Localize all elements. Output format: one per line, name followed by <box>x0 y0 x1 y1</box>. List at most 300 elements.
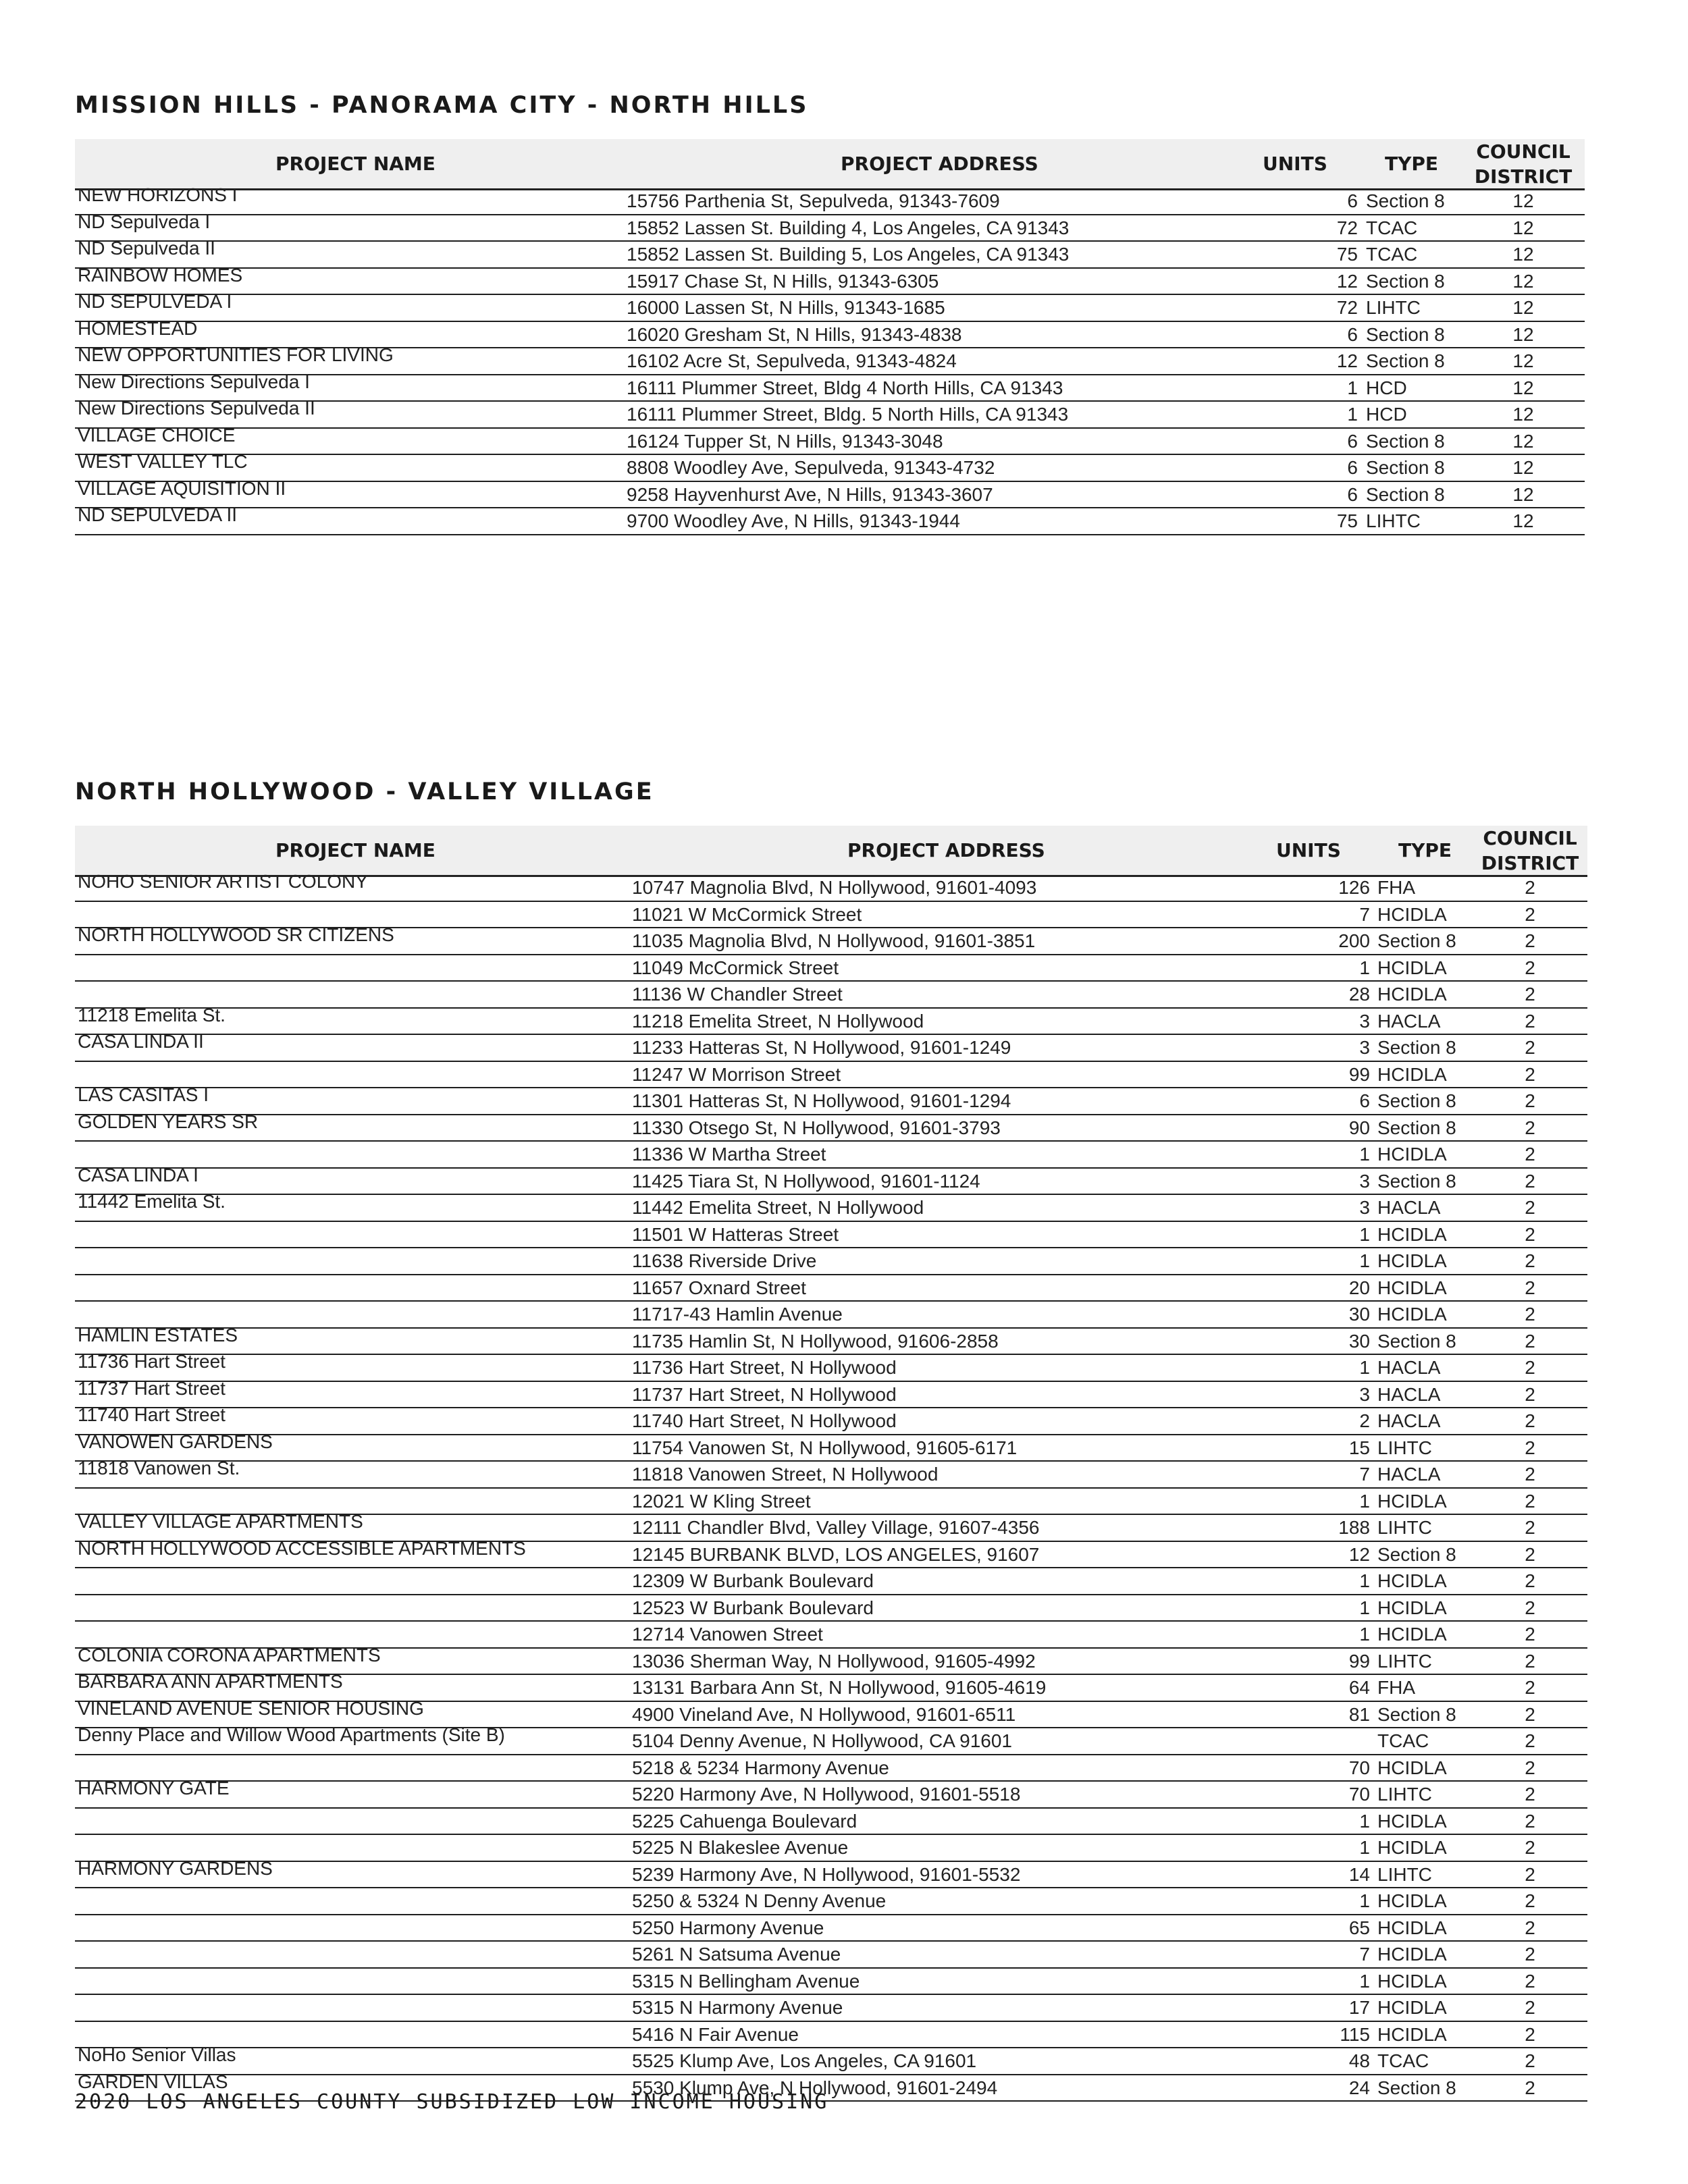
units-cell: 3 <box>1359 1197 1370 1218</box>
units-cell: 6 <box>1347 323 1358 345</box>
council-district-cell: 12 <box>1512 404 1534 425</box>
project-address-cell: 11657 Oxnard Street <box>632 1277 806 1298</box>
project-address-cell: 16111 Plummer Street, Bldg 4 North Hills, CA 91343 <box>627 377 1063 398</box>
project-name-cell: 11218 Emelita St. <box>78 1004 226 1026</box>
type-cell: Section 8 <box>1377 1703 1456 1725</box>
table-row <box>75 1377 1587 1409</box>
type-cell: TCAC <box>1366 217 1418 238</box>
council-district-cell: 2 <box>1525 1383 1535 1405</box>
units-cell: 3 <box>1359 1170 1370 1192</box>
units-cell: 200 <box>1338 930 1370 951</box>
type-cell: HCIDLA <box>1377 1144 1447 1165</box>
council-district-cell: 2 <box>1525 1703 1535 1725</box>
table-row <box>75 1275 1587 1302</box>
units-cell: 7 <box>1359 1944 1370 1965</box>
units-cell: 75 <box>1336 244 1358 265</box>
council-district-cell: 2 <box>1525 1517 1535 1538</box>
type-cell: Section 8 <box>1377 1170 1456 1192</box>
project-name-cell: ND Sepulveda I <box>78 211 211 232</box>
table-row <box>75 871 1587 902</box>
council-district-cell: 2 <box>1525 1917 1535 1938</box>
project-address-cell: 11442 Emelita Street, N Hollywood <box>632 1197 924 1218</box>
type-cell: HCIDLA <box>1377 1597 1447 1618</box>
project-address-cell: 16102 Acre St, Sepulveda, 91343-4824 <box>627 350 957 371</box>
council-district-cell: 2 <box>1525 1330 1535 1352</box>
units-cell: 99 <box>1348 1063 1370 1085</box>
type-cell: HCIDLA <box>1377 1624 1447 1645</box>
project-address-cell: 11737 Hart Street, N Hollywood <box>632 1383 897 1405</box>
council-district-cell: 2 <box>1525 1970 1535 1992</box>
project-name-cell: VANOWEN GARDENS <box>78 1431 273 1452</box>
council-district-cell: 2 <box>1525 1250 1535 1271</box>
council-district-cell: 2 <box>1525 1997 1535 2018</box>
table-row <box>75 1431 1587 1462</box>
project-address-cell: 13131 Barbara Ann St, N Hollywood, 91605-4619 <box>632 1677 1047 1698</box>
project-name-cell: 11818 Vanowen St. <box>78 1458 240 1479</box>
table-row <box>75 1191 1587 1222</box>
council-district-cell: 12 <box>1512 270 1534 292</box>
project-name-cell: ND Sepulveda II <box>78 238 215 259</box>
units-cell: 6 <box>1347 483 1358 505</box>
units-cell: 72 <box>1336 297 1358 318</box>
table-row <box>75 1915 1587 1942</box>
project-name-cell: VINELAND AVENUE SENIOR HOUSING <box>78 1697 424 1719</box>
council-district-cell: 2 <box>1525 903 1535 925</box>
project-name-cell: New Directions Sepulveda I <box>78 371 310 392</box>
units-cell: 1 <box>1347 404 1358 425</box>
project-address-cell: 15852 Lassen St. Building 5, Los Angeles, CA 91343 <box>627 244 1070 265</box>
project-address-cell: 5530 Klump Ave, N Hollywood, 91601-2494 <box>632 2077 998 2098</box>
project-address-cell: 11233 Hatteras St, N Hollywood, 91601-1249 <box>632 1037 1011 1058</box>
type-cell: HCIDLA <box>1377 1570 1447 1591</box>
type-cell: FHA <box>1377 1677 1415 1698</box>
project-address-cell: 16000 Lassen St, N Hills, 91343-1685 <box>627 297 945 318</box>
type-cell: LIHTC <box>1377 1863 1432 1885</box>
project-address-cell: 4900 Vineland Ave, N Hollywood, 91601-6511 <box>632 1703 1016 1725</box>
type-cell: HCIDLA <box>1377 1250 1447 1271</box>
units-cell: 64 <box>1348 1677 1370 1698</box>
council-district-cell: 2 <box>1525 1784 1535 1805</box>
units-cell: 1 <box>1359 1223 1370 1245</box>
project-name-cell: WEST VALLEY TLC <box>78 451 248 472</box>
project-address-cell: 5250 Harmony Avenue <box>632 1917 824 1938</box>
project-address-cell: 15917 Chase St, N Hills, 91343-6305 <box>627 270 939 292</box>
units-cell: 6 <box>1347 457 1358 478</box>
table-row <box>75 1404 1587 1435</box>
project-name-cell: NOHO SENIOR ARTIST COLONY <box>78 871 368 892</box>
type-cell: Section 8 <box>1366 430 1445 452</box>
table-row <box>75 1248 1587 1275</box>
units-cell: 3 <box>1359 1383 1370 1405</box>
table-row <box>75 1809 1587 1836</box>
project-address-cell: 5416 N Fair Avenue <box>632 2023 799 2045</box>
project-address-cell: 11818 Vanowen Street, N Hollywood <box>632 1464 939 1485</box>
units-cell: 72 <box>1336 217 1358 238</box>
project-name-cell: NEW OPPORTUNITIES FOR LIVING <box>78 344 394 365</box>
type-cell: Section 8 <box>1377 1117 1456 1138</box>
header-units: UNITS <box>1276 839 1341 861</box>
type-cell: Section 8 <box>1377 930 1456 951</box>
type-cell: TCAC <box>1377 1730 1429 1751</box>
table-header <box>75 139 1585 190</box>
type-cell: LIHTC <box>1366 297 1421 318</box>
table-row <box>75 1302 1587 1329</box>
type-cell: HCIDLA <box>1377 1223 1447 1245</box>
header-type: TYPE <box>1385 153 1439 175</box>
units-cell: 1 <box>1359 1570 1370 1591</box>
council-district-cell: 2 <box>1525 1624 1535 1645</box>
type-cell: HACLA <box>1377 1010 1441 1032</box>
council-district-cell: 2 <box>1525 1543 1535 1565</box>
header-project-address: PROJECT ADDRESS <box>847 839 1045 861</box>
project-address-cell: 13036 Sherman Way, N Hollywood, 91605-4992 <box>632 1650 1036 1672</box>
table-row <box>75 924 1587 955</box>
header-type: TYPE <box>1398 839 1452 861</box>
council-district-cell: 12 <box>1512 377 1534 398</box>
type-cell: FHA <box>1377 877 1415 898</box>
project-name-cell: HARMONY GARDENS <box>78 1857 273 1879</box>
units-cell: 1 <box>1359 1970 1370 1992</box>
table-row <box>75 291 1585 322</box>
project-name-cell: ND SEPULVEDA I <box>78 291 232 312</box>
table-row <box>75 264 1585 296</box>
type-cell: Section 8 <box>1366 270 1445 292</box>
project-address-cell: 11218 Emelita Street, N Hollywood <box>632 1010 924 1032</box>
table-row <box>75 1351 1587 1382</box>
header-units: UNITS <box>1263 153 1327 175</box>
table-row <box>75 1537 1587 1569</box>
table-row <box>75 451 1585 482</box>
type-cell: HCIDLA <box>1377 903 1447 925</box>
council-district-cell: 2 <box>1525 1410 1535 1431</box>
project-address-cell: 12523 W Burbank Boulevard <box>632 1597 874 1618</box>
header-council-district <box>1473 826 1587 876</box>
council-district-cell: 12 <box>1512 244 1534 265</box>
table-row <box>75 1004 1587 1036</box>
units-cell: 126 <box>1338 877 1370 898</box>
units-cell: 6 <box>1359 1090 1370 1111</box>
council-district-cell: 12 <box>1512 190 1534 211</box>
type-cell: HCD <box>1366 377 1407 398</box>
project-address-cell: 12111 Chandler Blvd, Valley Village, 91607-4356 <box>632 1517 1040 1538</box>
table-row <box>75 955 1587 982</box>
type-cell: HACLA <box>1377 1357 1441 1378</box>
header-council-label: COUNCIL <box>1483 827 1577 849</box>
council-district-cell: 2 <box>1525 877 1535 898</box>
council-district-cell: 2 <box>1525 1650 1535 1672</box>
type-cell: Section 8 <box>1366 457 1445 478</box>
project-name-cell: BARBARA ANN APARTMENTS <box>78 1671 343 1692</box>
council-district-cell: 2 <box>1525 1570 1535 1591</box>
table-row <box>75 1724 1587 1755</box>
project-name-cell: LAS CASITAS I <box>78 1084 209 1105</box>
project-address-cell: 11501 W Hatteras Street <box>632 1223 839 1245</box>
type-cell: Section 8 <box>1366 323 1445 345</box>
council-district-cell: 2 <box>1525 1437 1535 1458</box>
project-name-cell: RAINBOW HOMES <box>78 264 243 286</box>
type-cell: HCIDLA <box>1377 984 1447 1005</box>
type-cell: TCAC <box>1377 2050 1429 2071</box>
project-address-cell: 11301 Hatteras St, N Hollywood, 91601-1294 <box>632 1090 1011 1111</box>
units-cell: 3 <box>1359 1010 1370 1032</box>
project-name-cell: GARDEN VILLAS <box>78 2071 228 2092</box>
council-district-cell: 2 <box>1525 1810 1535 1832</box>
units-cell: 7 <box>1359 903 1370 925</box>
table-row <box>75 1835 1587 1862</box>
council-district-cell: 2 <box>1525 1597 1535 1618</box>
council-district-cell: 2 <box>1525 957 1535 978</box>
project-name-cell: VILLAGE AQUISITION II <box>78 477 286 499</box>
table-row <box>75 1142 1587 1169</box>
type-cell: Section 8 <box>1377 1090 1456 1111</box>
table-row <box>75 982 1587 1009</box>
table-row <box>75 211 1585 242</box>
project-name-cell: NEW HORIZONS I <box>78 184 238 205</box>
project-name-cell: HARMONY GATE <box>78 1778 230 1799</box>
council-district-cell: 12 <box>1512 297 1534 318</box>
header-district-label: DISTRICT <box>1481 852 1579 874</box>
type-cell: HCIDLA <box>1377 1837 1447 1858</box>
type-cell: Section 8 <box>1366 483 1445 505</box>
units-cell: 17 <box>1348 1997 1370 2018</box>
table-body <box>75 871 1587 2102</box>
table-row <box>75 1031 1587 1062</box>
units-cell: 1 <box>1359 1597 1370 1618</box>
council-district-cell: 12 <box>1512 323 1534 345</box>
project-address-cell: 15852 Lassen St. Building 4, Los Angeles, CA 91343 <box>627 217 1070 238</box>
project-name-cell: VALLEY VILLAGE APARTMENTS <box>78 1511 363 1532</box>
type-cell: LIHTC <box>1377 1437 1432 1458</box>
units-cell: 12 <box>1336 270 1358 292</box>
project-address-cell: 11425 Tiara St, N Hollywood, 91601-1124 <box>632 1170 980 1192</box>
type-cell: HCIDLA <box>1377 1490 1447 1512</box>
council-district-cell: 2 <box>1525 984 1535 1005</box>
project-name-cell: NORTH HOLLYWOOD ACCESSIBLE APARTMENTS <box>78 1537 526 1559</box>
project-name-cell: NORTH HOLLYWOOD SR CITIZENS <box>78 924 394 945</box>
council-district-cell: 2 <box>1525 1037 1535 1058</box>
units-cell: 20 <box>1348 1277 1370 1298</box>
table-row <box>75 2022 1587 2049</box>
units-cell: 188 <box>1338 1517 1370 1538</box>
project-address-cell: 9700 Woodley Ave, N Hills, 91343-1944 <box>627 510 960 531</box>
table-row <box>75 1568 1587 1595</box>
units-cell: 115 <box>1340 2023 1370 2045</box>
project-name-cell: HOMESTEAD <box>78 317 198 339</box>
units-cell: 1 <box>1359 1144 1370 1165</box>
project-address-cell: 11021 W McCormick Street <box>632 903 862 925</box>
table-row <box>75 477 1585 509</box>
council-district-cell: 12 <box>1512 510 1534 531</box>
type-cell: Section 8 <box>1377 1037 1456 1058</box>
header-council-label: COUNCIL <box>1476 140 1571 163</box>
units-cell: 1 <box>1359 1837 1370 1858</box>
units-cell: 12 <box>1348 1543 1370 1565</box>
type-cell: Section 8 <box>1377 1330 1456 1352</box>
table-row <box>75 1458 1587 1489</box>
type-cell: LIHTC <box>1377 1784 1432 1805</box>
table-row <box>75 398 1585 429</box>
council-district-cell: 2 <box>1525 930 1535 951</box>
units-cell: 70 <box>1348 1757 1370 1778</box>
project-address-cell: 12714 Vanowen Street <box>632 1624 823 1645</box>
table-body <box>75 184 1585 535</box>
units-cell: 99 <box>1348 1650 1370 1672</box>
type-cell: Section 8 <box>1366 350 1445 371</box>
units-cell: 6 <box>1347 190 1358 211</box>
table-row <box>75 1969 1587 1996</box>
project-address-cell: 15756 Parthenia St, Sepulveda, 91343-7609 <box>627 190 1000 211</box>
project-name-cell: Denny Place and Willow Wood Apartments (Site B) <box>78 1724 505 1745</box>
type-cell: HACLA <box>1377 1383 1441 1405</box>
type-cell: HCIDLA <box>1377 1757 1447 1778</box>
section-title: MISSION HILLS - PANORAMA CITY - NORTH HILLS <box>75 92 809 119</box>
table-row <box>75 1857 1587 1889</box>
council-district-cell: 2 <box>1525 1223 1535 1245</box>
units-cell: 1 <box>1359 1890 1370 1911</box>
council-district-cell: 2 <box>1525 1677 1535 1698</box>
project-address-cell: 5239 Harmony Ave, N Hollywood, 91601-5532 <box>632 1863 1021 1885</box>
project-address-cell: 5525 Klump Ave, Los Angeles, CA 91601 <box>632 2050 977 2071</box>
units-cell: 1 <box>1359 1624 1370 1645</box>
units-cell: 15 <box>1348 1437 1370 1458</box>
council-district-cell: 2 <box>1525 1197 1535 1218</box>
project-address-cell: 12021 W Kling Street <box>632 1490 811 1512</box>
type-cell: LIHTC <box>1366 510 1421 531</box>
table-row <box>75 1084 1587 1115</box>
header-project-address: PROJECT ADDRESS <box>841 153 1038 175</box>
project-address-cell: 11754 Vanowen St, N Hollywood, 91605-6171 <box>632 1437 1018 1458</box>
council-district-cell: 2 <box>1525 1944 1535 1965</box>
project-name-cell: New Directions Sepulveda II <box>78 398 315 419</box>
council-district-cell: 12 <box>1512 217 1534 238</box>
table-row <box>75 1995 1587 2022</box>
project-address-cell: 5225 N Blakeslee Avenue <box>632 1837 849 1858</box>
type-cell: HCIDLA <box>1377 957 1447 978</box>
table-row <box>75 1062 1587 1089</box>
type-cell: HCD <box>1366 404 1407 425</box>
project-address-cell: 5261 N Satsuma Avenue <box>632 1944 841 1965</box>
type-cell: LIHTC <box>1377 1517 1432 1538</box>
type-cell: Section 8 <box>1377 2077 1456 2098</box>
units-cell: 30 <box>1348 1330 1370 1352</box>
table-row <box>75 238 1585 269</box>
project-address-cell: 5315 N Harmony Avenue <box>632 1997 843 2018</box>
type-cell: HACLA <box>1377 1197 1441 1218</box>
council-district-cell: 2 <box>1525 1090 1535 1111</box>
type-cell: TCAC <box>1366 244 1418 265</box>
council-district-cell: 2 <box>1525 1863 1535 1885</box>
council-district-cell: 2 <box>1525 2023 1535 2045</box>
type-cell: HCIDLA <box>1377 1890 1447 1911</box>
project-address-cell: 12309 W Burbank Boulevard <box>632 1570 874 1591</box>
council-district-cell: 2 <box>1525 1490 1535 1512</box>
project-name-cell: CASA LINDA II <box>78 1031 204 1052</box>
council-district-cell: 12 <box>1512 483 1534 505</box>
type-cell: Section 8 <box>1377 1543 1456 1565</box>
table-row <box>75 1222 1587 1249</box>
type-cell: HCIDLA <box>1377 1970 1447 1992</box>
page-footer: 2020 LOS ANGELES COUNTY SUBSIDIZED LOW INCOME HOUSING <box>75 2090 829 2114</box>
section-title: NORTH HOLLYWOOD - VALLEY VILLAGE <box>75 778 654 805</box>
units-cell: 30 <box>1348 1304 1370 1325</box>
council-district-cell: 2 <box>1525 1117 1535 1138</box>
council-district-cell: 12 <box>1512 430 1534 452</box>
units-cell: 1 <box>1359 1490 1370 1512</box>
project-address-cell: 16124 Tupper St, N Hills, 91343-3048 <box>627 430 943 452</box>
units-cell: 1 <box>1347 377 1358 398</box>
units-cell: 70 <box>1348 1784 1370 1805</box>
project-address-cell: 9258 Hayvenhurst Ave, N Hills, 91343-3607 <box>627 483 993 505</box>
project-address-cell: 11049 McCormick Street <box>632 957 839 978</box>
units-cell: 1 <box>1359 1250 1370 1271</box>
type-cell: HCIDLA <box>1377 1277 1447 1298</box>
council-district-cell: 2 <box>1525 1837 1535 1858</box>
project-address-cell: 11740 Hart Street, N Hollywood <box>632 1410 897 1431</box>
project-address-cell: 11735 Hamlin St, N Hollywood, 91606-2858 <box>632 1330 999 1352</box>
header-project-name: PROJECT NAME <box>275 153 436 175</box>
table-row <box>75 184 1585 215</box>
type-cell: HCIDLA <box>1377 1810 1447 1832</box>
type-cell: HCIDLA <box>1377 1304 1447 1325</box>
table-row <box>75 1778 1587 1809</box>
council-district-cell: 2 <box>1525 2077 1535 2098</box>
project-name-cell: VILLAGE CHOICE <box>78 424 236 446</box>
council-district-cell: 2 <box>1525 1757 1535 1778</box>
project-name-cell: CASA LINDA I <box>78 1164 199 1186</box>
header-district-label: DISTRICT <box>1474 165 1573 188</box>
table-row <box>75 1595 1587 1622</box>
project-address-cell: 11736 Hart Street, N Hollywood <box>632 1357 897 1378</box>
units-cell: 24 <box>1348 2077 1370 2098</box>
project-address-cell: 11638 Riverside Drive <box>632 1250 817 1271</box>
units-cell: 75 <box>1336 510 1358 531</box>
units-cell: 6 <box>1347 430 1358 452</box>
table-row <box>75 424 1585 456</box>
project-name-cell: 11740 Hart Street <box>78 1404 226 1425</box>
project-address-cell: 16111 Plummer Street, Bldg. 5 North Hills, CA 91343 <box>627 404 1069 425</box>
units-cell: 2 <box>1359 1410 1370 1431</box>
units-cell: 81 <box>1348 1703 1370 1725</box>
project-address-cell: 11247 W Morrison Street <box>632 1063 841 1085</box>
type-cell: HCIDLA <box>1377 1944 1447 1965</box>
council-district-cell: 2 <box>1525 1063 1535 1085</box>
council-district-cell: 2 <box>1525 1010 1535 1032</box>
council-district-cell: 12 <box>1512 457 1534 478</box>
type-cell: HCIDLA <box>1377 1997 1447 2018</box>
table-row <box>75 504 1585 535</box>
project-address-cell: 11336 W Martha Street <box>632 1144 826 1165</box>
council-district-cell: 2 <box>1525 1277 1535 1298</box>
units-cell: 48 <box>1348 2050 1370 2071</box>
units-cell: 7 <box>1359 1464 1370 1485</box>
type-cell: Section 8 <box>1366 190 1445 211</box>
units-cell: 12 <box>1336 350 1358 371</box>
council-district-cell: 2 <box>1525 1304 1535 1325</box>
table-row <box>75 1888 1587 1915</box>
project-name-cell: GOLDEN YEARS SR <box>78 1111 259 1132</box>
table-row <box>75 1755 1587 1782</box>
project-address-cell: 5250 & 5324 N Denny Avenue <box>632 1890 887 1911</box>
council-district-cell: 2 <box>1525 1357 1535 1378</box>
project-name-cell: HAMLIN ESTATES <box>78 1324 238 1346</box>
council-district-cell: 2 <box>1525 2050 1535 2071</box>
council-district-cell: 2 <box>1525 1170 1535 1192</box>
project-name-cell: 11736 Hart Street <box>78 1351 226 1372</box>
table-row <box>75 1164 1587 1196</box>
project-address-cell: 5104 Denny Avenue, N Hollywood, CA 91601 <box>632 1730 1012 1751</box>
table-row <box>75 2044 1587 2075</box>
project-name-cell: COLONIA CORONA APARTMENTS <box>78 1644 381 1666</box>
